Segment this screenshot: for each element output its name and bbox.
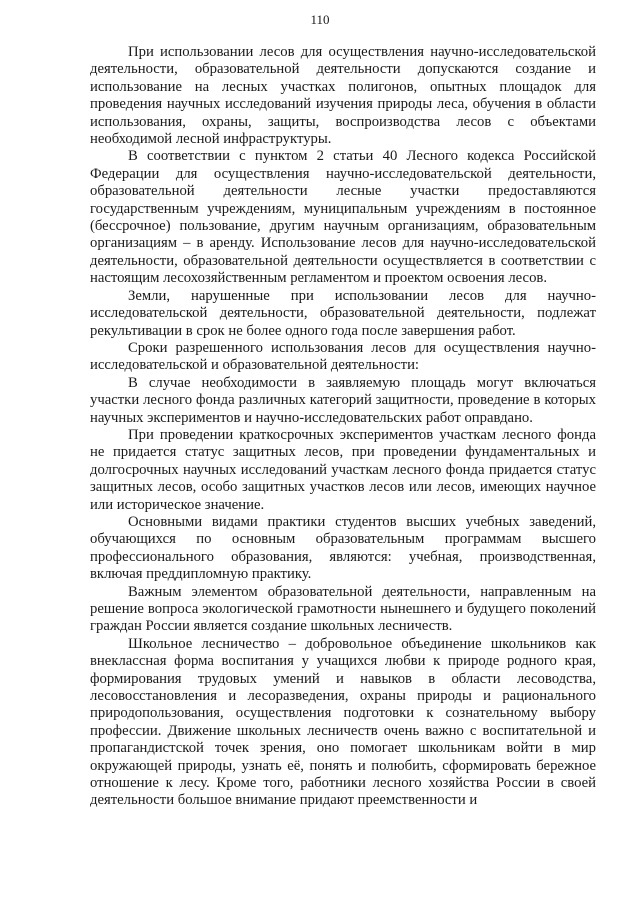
paragraph-9: Школьное лесничество – добровольное объединение школьников как внеклассная форма воспитания у учащихся любви к природе родного края, формирования трудовых умений и навыков в области лесоводства, лесовосстановления и лесоразведения, охраны природы и рационального природопользования, осуществления подготовки к сознательному выбору профессии. Движение школьных лесничеств очень важно с воспитательной и пропагандистской точек зрения, оно помогает школьникам войти в мир окружающей природы, узнать её, понять и полюбить, сформировать бережное отношение к лесу. Кроме того, работники лесного хозяйства России в своей деятельности большое внимание придают преемственности и bbox=[90, 635, 596, 809]
paragraph-1: При использовании лесов для осуществления научно-исследовательской деятельности, образовательной деятельности допускаются создание и использование на лесных участках полигонов, опытных площадок для проведения научных исследований изучения природы леса, обучения в области использования, охраны, защиты, воспроизводства лесов с объектами необходимой лесной инфраструктуры. bbox=[90, 44, 596, 148]
paragraph-6: При проведении краткосрочных экспериментов участкам лесного фонда не придается статус защитных лесов, при проведении фундаментальных и долгосрочных научных исследований участкам лесного фонда придается статус защитных лесов, особо защитных участков лесов или лесов, имеющих научное или историческое значение. bbox=[90, 426, 596, 513]
paragraph-7: Основными видами практики студентов высших учебных заведений, обучающихся по основным образовательным программам высшего профессионального образования, являются: учебная, производственная, включая преддипломную практику. bbox=[90, 513, 596, 583]
paragraph-5: В случае необходимости в заявляемую площадь могут включаться участки лесного фонда различных категорий защитности, проведение в которых научных экспериментов и научно-исследовательских работ оправдано. bbox=[90, 374, 596, 426]
paragraph-8: Важным элементом образовательной деятельности, направленным на решение вопроса экологической грамотности нынешнего и будущего поколений граждан России является создание школьных лесничеств. bbox=[90, 583, 596, 635]
paragraph-4: Сроки разрешенного использования лесов для осуществления научно-исследовательской и образовательной деятельности: bbox=[90, 339, 596, 374]
paragraph-3: Земли, нарушенные при использовании лесов для научно-исследовательской деятельности, образовательной деятельности, подлежат рекультивации в срок не более одного года после завершения работ. bbox=[90, 287, 596, 339]
body-text bbox=[90, 44, 596, 810]
page-number: 110 bbox=[310, 12, 330, 27]
paragraph-2: В соответствии с пунктом 2 статьи 40 Лесного кодекса Российской Федерации для осуществления научно-исследовательской деятельности, образовательной деятельности лесные участки предоставляются государственным учреждениям, муниципальным учреждениям в постоянное (бессрочное) пользование, другим научным организациям, образовательным организациям – в аренду. Использование лесов для научно-исследовательской деятельности, образовательной деятельности осуществляется в соответствии с настоящим лесохозяйственным регламентом и проектом освоения лесов. bbox=[90, 148, 596, 287]
